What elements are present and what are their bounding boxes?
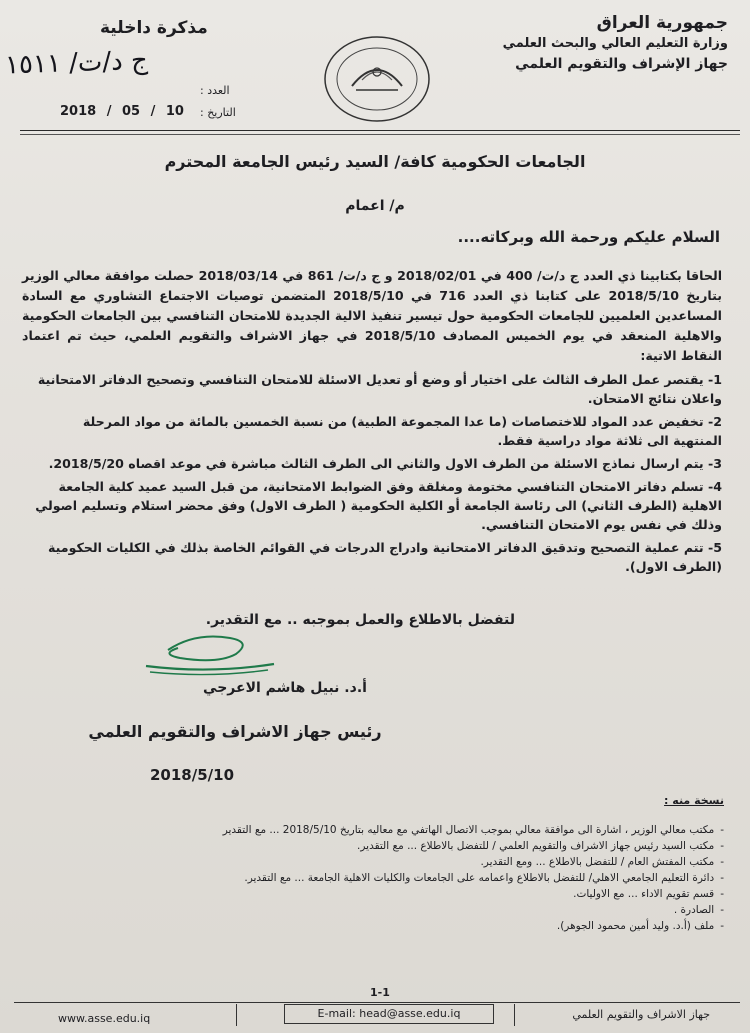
point-text: يتم ارسال نماذج الاسئلة من الطرف الاول والثاني الى الطرف الثالث مباشرة في موعد اقصاه 2018/5/20. [48, 456, 704, 471]
letterhead [478, 12, 728, 74]
header-divider [20, 130, 740, 131]
country-name: جمهورية العراق [596, 13, 728, 33]
directorate-name: جهاز الإشراف والتقويم العلمي [515, 56, 728, 72]
greeting: السلام عليكم ورحمة الله وبركاته.... [457, 228, 720, 246]
signer-title: رئيس جهاز الاشراف والتقويم العلمي [88, 722, 382, 741]
footer-separator [514, 1004, 515, 1026]
memo-type: مذكرة داخلية [100, 18, 208, 38]
reference-number: ج د/ت/ ١٥١١ [4, 45, 149, 81]
memo-date: 2018 / 05 / 10 [60, 104, 184, 119]
closing-line: لتفضل بالاطلاع والعمل بموجبه .. مع التقدير. [205, 612, 515, 628]
reference-label: العدد : [200, 84, 230, 97]
list-item: - الصادرة . [80, 902, 724, 918]
list-item: - مكتب السيد رئيس جهاز الاشراف والتقويم العلمي / للتفضل بالاطلاع ... مع التقدير. [80, 838, 724, 854]
footer [14, 1004, 740, 1030]
point-number: 3- [708, 456, 722, 471]
list-item [30, 454, 722, 473]
signature-date: 2018/5/10 [150, 766, 235, 784]
point-number: 2- [708, 414, 722, 429]
page-number: 1-1 [370, 986, 390, 999]
footer-org: جهاز الاشراف والتقويم العلمي [572, 1008, 710, 1021]
list-item: - قسم تقويم الاداء ... مع الاوليات. [80, 886, 724, 902]
point-text: تسلم دفاتر الامتحان التنافسي مختومة ومغلقة وفق الضوابط الامتحانية، من قبل السيد عميد كلية الجامعة الاهلية (الطرف الثاني) الى رئاسة الجامعة أو الكلية الحكومية ( الطرف الاول) وفق محضر استلام وتسليم اصولي وذلك في نفس يوم الامتحان التنافسي. [35, 479, 722, 532]
list-item: - دائرة التعليم الجامعي الاهلي/ للتفضل بالاطلاع واعمامه على الجامعات والكليات الاهلية الجامعة ... مع التقدير. [80, 870, 724, 886]
list-item: - ملف (أ.د. وليد أمين محمود الجوهر). [80, 918, 724, 934]
copies-label: نسخة منه : [664, 794, 724, 807]
points-list [30, 370, 722, 580]
list-item [30, 538, 722, 576]
header-divider-thin [20, 134, 740, 135]
subject: م/ اعمام [345, 198, 405, 214]
ministry-seal-icon [322, 34, 432, 124]
copies-list [80, 822, 724, 934]
list-item: - مكتب المفتش العام / للتفضل بالاطلاع ... ومع التقدير. [80, 854, 724, 870]
date-label: التاريخ : [200, 106, 236, 119]
footer-divider [14, 1002, 740, 1003]
point-text: تخفيض عدد المواد للاختصاصات (ما عدا المجموعة الطبية) من نسبة الخمسين بالمائة من مواد المرحلة المنتهية الى ثلاثة مواد دراسية فقط. [82, 414, 722, 448]
ministry-name: وزارة التعليم العالي والبحث العلمي [502, 36, 728, 51]
list-item: - مكتب معالي الوزير ، اشارة الى موافقة معالي بموجب الاتصال الهاتفي مع معاليه بتاريخ 2018/5/10 ... مع التقدير [80, 822, 724, 838]
list-item [30, 370, 722, 408]
list-item [30, 477, 722, 534]
point-text: تتم عملية التصحيح وتدقيق الدفاتر الامتحانية وادراج الدرجات في القوائم الخاصة بذلك في الكليات الحكومية (الطرف الاول). [48, 540, 722, 574]
point-text: يقتصر عمل الطرف الثالث على اختيار أو وضع أو تعديل الاسئلة للامتحان التنافسي وتصحيح الدفاتر الامتحانية واعلان نتائج الامتحان. [37, 372, 722, 406]
point-number: 5- [708, 540, 722, 555]
body-paragraph: الحاقا بكتابينا ذي العدد ج د/ت/ 400 في 2018/02/01 و ج د/ت/ 861 في 2018/03/14 حصلت موافقة معالي الوزير بتاريخ 2018/5/10 على كتابنا ذي العدد 716 في 2018/5/10 المتضمن توصيات الاجتماع التشاوري مع السادة المساعدين العلميين للجامعات الحكومية حول تيسير تنفيذ الالية الجديدة للامتحان التنافسي بين الجامعات الحكومية والاهلية المنعقد في يوم الخميس المصادف 2018/5/10 في جهاز الاشراف والتقويم العلمي، حيث تم اعتماد النقاط الاتية: [22, 268, 723, 363]
signature-icon [140, 628, 280, 678]
footer-separator [236, 1004, 237, 1026]
website-link[interactable]: www.asse.edu.iq [58, 1012, 151, 1025]
point-number: 4- [708, 479, 722, 494]
email-link[interactable]: E-mail: head@asse.edu.iq [284, 1004, 494, 1024]
point-number: 1- [708, 372, 722, 387]
addressee: الجامعات الحكومية كافة/ السيد رئيس الجامعة المحترم [164, 152, 586, 171]
signer-name: أ.د. نبيل هاشم الاعرجي [203, 680, 367, 696]
list-item [30, 412, 722, 450]
